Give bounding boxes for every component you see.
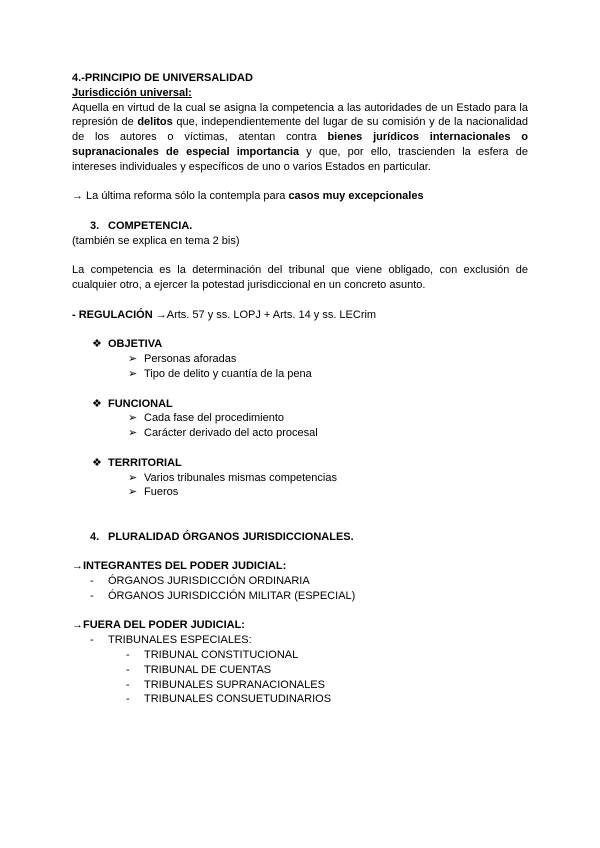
diamond-bullet-icon: ❖: [92, 397, 102, 410]
criterion-heading: [72, 397, 528, 412]
arrowhead-bullet-icon: ➢: [128, 486, 138, 499]
dash-bullet-icon: -: [90, 589, 94, 602]
list-item: [72, 663, 528, 678]
arrow-icon: →: [72, 190, 83, 203]
list-item-text: ÓRGANOS JURISDICCIÓN MILITAR (ESPECIAL): [108, 589, 356, 602]
section-heading-competencia: [72, 219, 528, 234]
list-item-text: TRIBUNAL DE CUENTAS: [144, 663, 272, 676]
regulacion-text: Arts. 57 y ss. LOPJ + Arts. 14 y ss. LECrim: [166, 308, 377, 321]
regulacion-label: - REGULACIÓN: [72, 308, 153, 321]
list-item: [72, 485, 528, 500]
dash-bullet-icon: -: [126, 678, 130, 691]
dash-bullet-icon: -: [126, 649, 130, 662]
section-number: 4.: [90, 530, 100, 543]
diamond-bullet-icon: ❖: [92, 338, 102, 351]
list-item-text: TRIBUNALES ESPECIALES:: [108, 634, 252, 647]
arrowhead-bullet-icon: ➢: [128, 412, 138, 425]
list-item-text: TRIBUNAL CONSTITUCIONAL: [144, 649, 299, 662]
integrantes-heading: [72, 559, 528, 574]
para-text-3: y que, por ello, trascienden la esfera de intereses individuales y específicos de uno o varios Estados en particular.: [72, 145, 528, 173]
arrowhead-bullet-icon: ➢: [128, 367, 138, 380]
criterion-title: FUNCIONAL: [108, 397, 173, 410]
list-item: [72, 411, 528, 426]
list-item-text: ÓRGANOS JURISDICCIÓN ORDINARIA: [108, 575, 310, 588]
criterion-heading: [72, 337, 528, 352]
list-item-text: Tipo de delito y cuantía de la pena: [144, 367, 312, 380]
section-note: (también se explica en tema 2 bis): [72, 234, 240, 247]
list-item: [72, 648, 528, 663]
para-bold-delitos: delitos: [137, 116, 173, 129]
fuera-title: FUERA DEL PODER JUDICIAL:: [83, 619, 245, 632]
list-item: [72, 367, 528, 382]
diamond-bullet-icon: ❖: [92, 456, 102, 469]
arrowhead-bullet-icon: ➢: [128, 427, 138, 440]
reform-text: La última reforma sólo la contempla para: [83, 190, 289, 203]
para-bold-bienes: bienes jurídicos internacionales o supranacionales de especial importancia: [72, 131, 528, 158]
dash-bullet-icon: -: [90, 575, 94, 588]
fuera-heading: [72, 618, 528, 633]
dash-bullet-icon: -: [126, 663, 130, 676]
arrow-icon: →: [155, 308, 167, 321]
document-page: [72, 71, 528, 707]
criterion-title: OBJETIVA: [108, 338, 163, 351]
list-item: [72, 589, 528, 604]
reform-note: [72, 189, 528, 204]
regulacion-line: [72, 308, 528, 323]
section-title: COMPETENCIA.: [108, 219, 193, 232]
list-item: [72, 352, 528, 367]
list-item: [72, 678, 528, 693]
criterion-title: TERRITORIAL: [108, 456, 182, 469]
integrantes-title: INTEGRANTES DEL PODER JUDICIAL:: [83, 560, 287, 573]
paragraph-jurisdiccion-universal: [72, 101, 528, 175]
list-item: [72, 426, 528, 441]
section-title-universalidad: 4.-PRINCIPIO DE UNIVERSALIDAD: [72, 72, 253, 84]
list-item-text: TRIBUNALES SUPRANACIONALES: [144, 678, 325, 691]
list-item-text: Carácter derivado del acto procesal: [144, 427, 318, 440]
list-item-text: Varios tribunales mismas competencias: [144, 471, 337, 484]
list-item: [72, 692, 528, 707]
paragraph-competencia: La competencia es la determinación del tribunal que viene obligado, con exclusión de cualquier otro, a ejercer la potestad jurisdiccional en un concreto asunto.: [72, 264, 528, 292]
subtitle-jurisdiccion-universal: Jurisdicción universal:: [72, 86, 192, 99]
reform-bold: casos muy excepcionales: [288, 190, 424, 203]
arrowhead-bullet-icon: ➢: [128, 471, 138, 484]
list-item-text: Personas aforadas: [144, 353, 237, 366]
section-heading-pluralidad: [72, 530, 528, 545]
list-item: [72, 574, 528, 589]
arrow-icon: →: [72, 619, 83, 632]
list-item-text: Fueros: [144, 486, 179, 499]
para-text-1: Aquella en virtud de la cual se asigna la competencia a las autoridades de un Estado para la represión de: [72, 101, 528, 129]
section-number: 3.: [90, 219, 100, 232]
list-item: [72, 471, 528, 486]
arrow-icon: →: [72, 560, 83, 573]
list-item: [72, 633, 528, 648]
criterion-heading: [72, 456, 528, 471]
dash-bullet-icon: -: [126, 693, 130, 706]
para-text-2: que, independientemente del lugar de su comisión y de la nacionalidad de los autores o víctimas, atentan contra: [72, 116, 528, 144]
section-title: PLURALIDAD ÓRGANOS JURISDICCIONALES.: [108, 530, 354, 543]
list-item-text: TRIBUNALES CONSUETUDINARIOS: [144, 693, 332, 706]
arrowhead-bullet-icon: ➢: [128, 353, 138, 366]
list-item-text: Cada fase del procedimiento: [144, 412, 285, 425]
dash-bullet-icon: -: [90, 634, 94, 647]
